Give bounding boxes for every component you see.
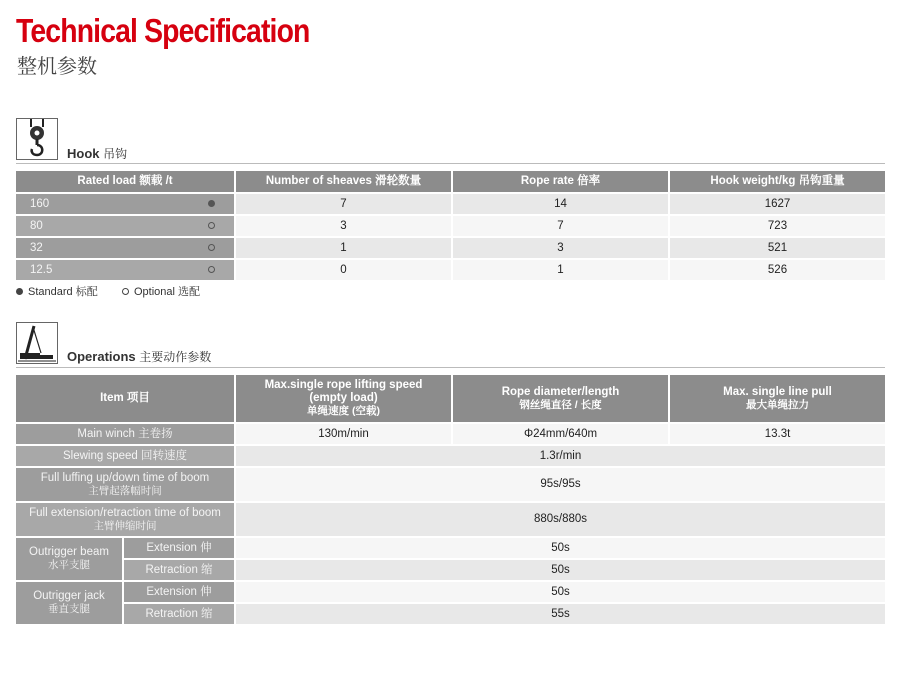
ops-col-speed-en2: (empty load) [309,392,378,404]
legend-standard-label: Standard 标配 [28,286,98,298]
optional-dot-icon [208,266,215,273]
ops-col-speed-cn: 单绳速度 (空载) [307,405,380,417]
ops-outrigger-beam-label-en: Outrigger beam [29,546,109,558]
ops-luffing-label-cn: 主臂起落幅时间 [88,484,162,497]
ops-main-winch-speed: 130m/min [236,424,451,444]
hook-col-rope-rate: Rope rate 倍率 [453,171,668,192]
hook-row-sheaves: 0 [236,260,451,280]
hook-row-weight: 723 [670,216,885,236]
page-title: Technical Specification [16,12,310,49]
operations-section-label-en: Operations [67,349,136,364]
hook-row-rate: 7 [453,216,668,236]
hook-row-rate: 3 [453,238,668,258]
ops-main-winch-pull: 13.3t [670,424,885,444]
ops-outrigger-beam-label [16,538,122,580]
hook-row-load [16,194,234,214]
legend-optional [122,283,200,299]
hook-section-label-cn: 吊钩 [103,147,128,161]
ops-outrigger-jack-ret-label: Retraction 缩 [124,604,234,624]
ops-col-rope-cn: 钢丝绳直径 / 长度 [519,398,602,411]
ops-extension-value: 880s/880s [236,503,885,536]
ops-main-winch-rope: Φ24mm/640m [453,424,668,444]
ops-col-item: Item 项目 [16,375,234,422]
operations-divider [16,367,885,368]
hook-row-weight: 1627 [670,194,885,214]
hook-row-sheaves: 7 [236,194,451,214]
hook-col-weight: Hook weight/kg 吊钩重量 [670,171,885,192]
hook-row-weight: 526 [670,260,885,280]
hook-row-sheaves: 3 [236,216,451,236]
ops-outrigger-beam-ext-value: 50s [236,538,885,558]
ops-row-luffing-label [16,468,234,501]
legend-standard [16,283,98,299]
hook-row-load [16,238,234,258]
crane-icon [16,322,58,364]
ops-outrigger-jack-label [16,582,122,624]
standard-dot-icon [16,288,23,295]
ops-col-speed-en: Max.single rope lifting speed [264,379,423,391]
ops-slewing-value: 1.3r/min [236,446,885,466]
hook-row-load [16,216,234,236]
hook-row-load-value: 32 [30,241,43,254]
hook-col-sheaves: Number of sheaves 滑轮数量 [236,171,451,192]
hook-divider [16,163,885,164]
hook-row-load-value: 80 [30,219,43,232]
ops-outrigger-beam-ret-value: 50s [236,560,885,580]
ops-outrigger-jack-ext-value: 50s [236,582,885,602]
hook-section-label-en: Hook [67,146,100,161]
optional-dot-icon [122,288,129,295]
ops-row-extension-label [16,503,234,536]
operations-section-label-cn: 主要动作参数 [139,350,212,364]
ops-luffing-value: 95s/95s [236,468,885,501]
operations-section-label [67,348,211,365]
ops-col-pull-cn: 最大单绳拉力 [746,398,809,411]
page-subtitle: 整机参数 [17,56,97,78]
hook-row-rate: 14 [453,194,668,214]
hook-row-load-value: 160 [30,197,50,210]
hook-row-sheaves: 1 [236,238,451,258]
ops-col-pull-en: Max. single line pull [723,385,832,398]
ops-col-rope [453,375,668,422]
hook-row-load [16,260,234,280]
ops-extension-label-en: Full extension/retraction time of boom [29,506,221,519]
ops-extension-label-cn: 主臂伸缩时间 [93,519,157,532]
ops-outrigger-beam-ret-label: Retraction 缩 [124,560,234,580]
legend-optional-label: Optional 选配 [134,286,201,298]
hook-row-rate: 1 [453,260,668,280]
hook-section-label [67,145,127,162]
ops-outrigger-jack-ext-label: Extension 伸 [124,582,234,602]
hook-col-rated-load: Rated load 额载 /t [16,171,234,192]
ops-outrigger-beam-label-cn: 水平支腿 [48,559,90,571]
ops-luffing-label-en: Full luffing up/down time of boom [40,471,210,484]
hook-row-load-value: 12.5 [30,263,53,276]
standard-dot-icon [208,200,215,207]
hook-row-weight: 521 [670,238,885,258]
optional-dot-icon [208,222,215,229]
ops-row-main-winch-label: Main winch 主卷扬 [16,424,234,444]
ops-outrigger-jack-ret-value: 55s [236,604,885,624]
ops-outrigger-jack-label-cn: 垂直支腿 [48,603,90,615]
ops-outrigger-jack-label-en: Outrigger jack [33,590,105,602]
ops-col-rope-en: Rope diameter/length [501,385,620,398]
ops-row-slewing-label: Slewing speed 回转速度 [16,446,234,466]
ops-outrigger-beam-ext-label: Extension 伸 [124,538,234,558]
ops-col-speed [236,375,451,422]
hook-icon [16,118,58,160]
ops-col-pull [670,375,885,422]
optional-dot-icon [208,244,215,251]
